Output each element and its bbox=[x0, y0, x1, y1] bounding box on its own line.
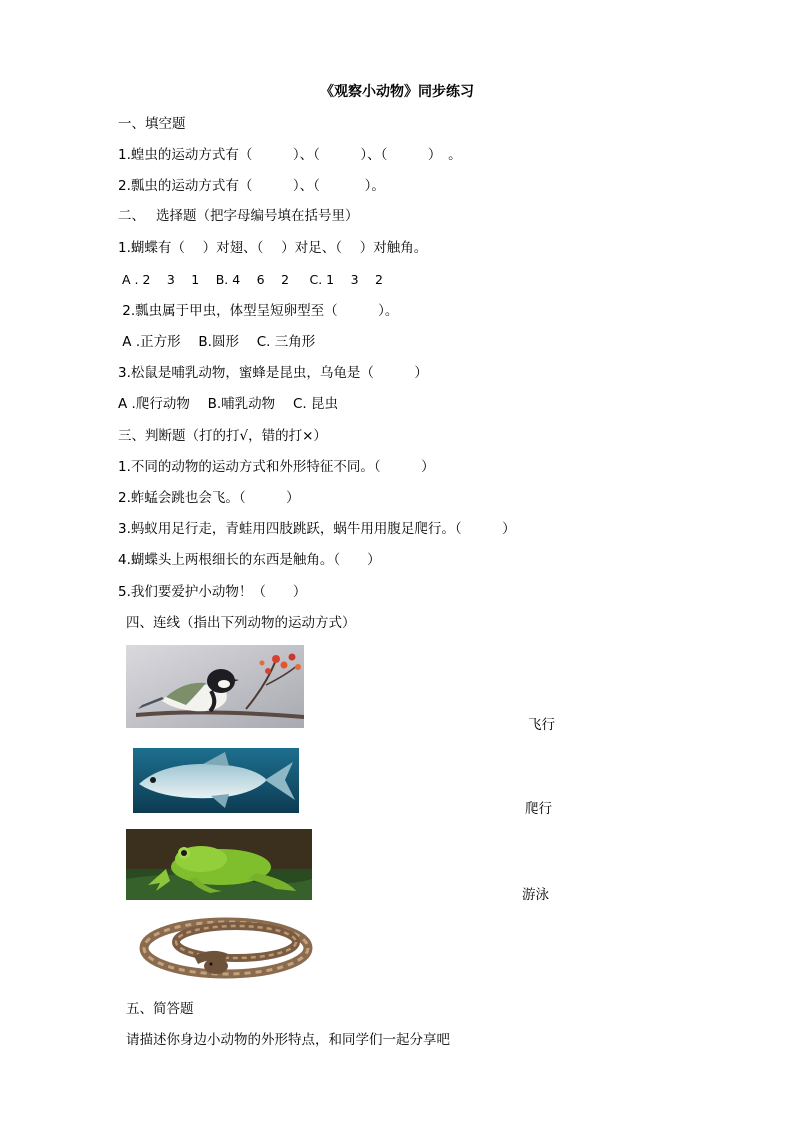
label-crawl: 爬行 bbox=[525, 801, 552, 817]
section4-heading: 四、连线（指出下列动物的运动方式） bbox=[126, 615, 356, 631]
page-title: 《观察小动物》同步练习 bbox=[320, 84, 474, 100]
question-2-3: 3.松鼠是哺乳动物，蜜蜂是昆虫，乌龟是（ ） bbox=[118, 365, 428, 381]
section5-heading: 五、简答题 bbox=[126, 1001, 194, 1017]
judgement-item-3: 3.蚂蚁用足行走，青蛙用四肢跳跃，蜗牛用用腹足爬行。（ ） bbox=[118, 521, 516, 537]
question-2-2: 2.瓢虫属于甲虫，体型呈短卵型至（ ）。 bbox=[118, 303, 399, 319]
question-2-3-options: A .爬行动物 B.哺乳动物 C. 昆虫 bbox=[118, 396, 338, 412]
section3-heading: 三、判断题（打的打√，错的打×） bbox=[118, 428, 327, 444]
judgement-item-4: 4.蝴蝶头上两根细长的东西是触角。（ ） bbox=[118, 552, 381, 568]
judgement-item-5: 5.我们要爱护小动物！（ ） bbox=[118, 584, 307, 600]
question-1-2: 2.瓢虫的运动方式有（ ）、（ ）。 bbox=[118, 178, 385, 194]
fish-picture bbox=[133, 748, 299, 813]
frog-picture bbox=[126, 829, 312, 900]
section1-heading: 一、填空题 bbox=[118, 116, 186, 132]
short-answer-prompt: 请描述你身边小动物的外形特点，和同学们一起分享吧 bbox=[126, 1032, 450, 1048]
snake-picture bbox=[136, 912, 314, 980]
question-2-2-options: A .正方形 B.圆形 C. 三角形 bbox=[118, 334, 316, 350]
question-2-1: 1.蝴蝶有（ ）对翅、（ ）对足、（ ）对触角。 bbox=[118, 240, 428, 256]
label-swim: 游泳 bbox=[522, 887, 549, 903]
question-1-1: 1.蝗虫的运动方式有（ ）、（ ）、（ ） 。 bbox=[118, 147, 462, 163]
label-fly: 飞行 bbox=[528, 717, 555, 733]
question-2-1-options: A . 2 3 1 B. 4 6 2 C. 1 3 2 bbox=[118, 272, 383, 287]
judgement-item-1: 1.不同的动物的运动方式和外形特征不同。（ ） bbox=[118, 459, 435, 475]
section2-heading: 二、 选择题（把字母编号填在括号里） bbox=[118, 208, 359, 224]
judgement-item-2: 2.蚱蜢会跳也会飞。（ ） bbox=[118, 490, 300, 506]
bird-picture bbox=[126, 645, 304, 728]
